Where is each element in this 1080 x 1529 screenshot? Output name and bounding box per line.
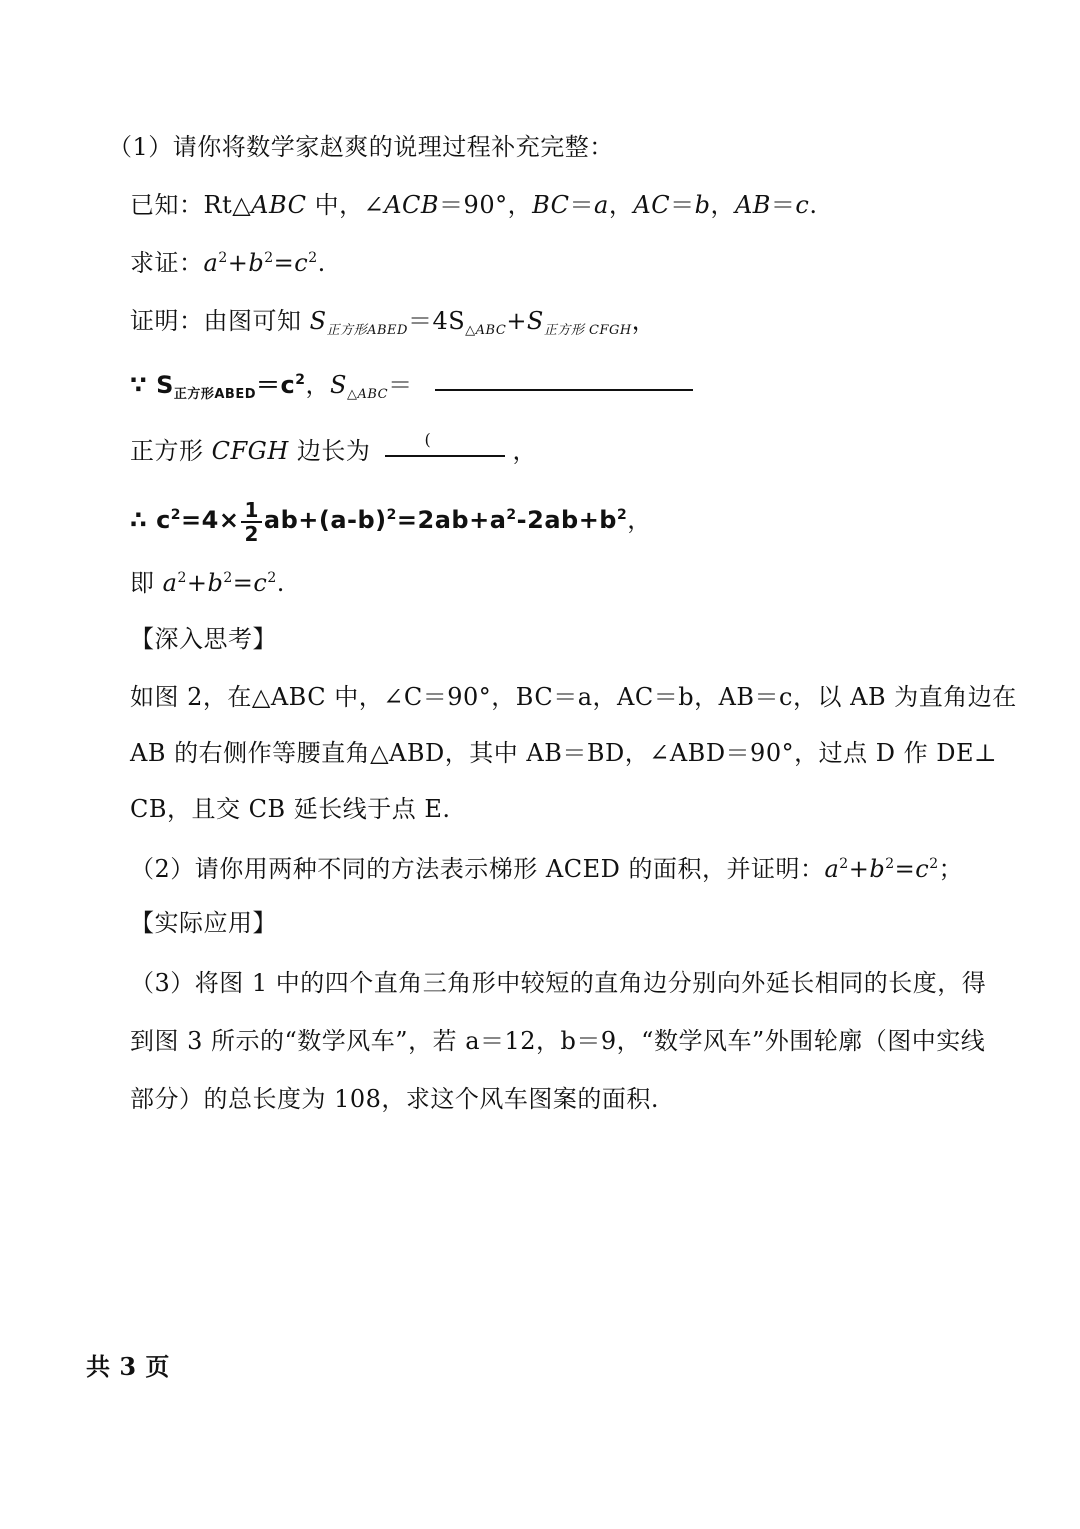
deep-thinking-line-3: CB，且交 CB 延长线于点 E. — [130, 795, 451, 823]
answer-blank-side-length[interactable] — [385, 430, 505, 457]
question-3-line-1: （3）将图 1 中的四个直角三角形中较短的直角边分别向外延长相同的长度，得 — [130, 969, 987, 997]
therefore-line: ∴ $c^2=4\times$ $\frac{1}{2}$ $ab+(a-b)^2=2ab+a^2-2ab+b^2$， — [130, 497, 652, 546]
question-3-line-2: 到图 3 所示的“数学风车”，若 a＝12，b＝9，“数学风车”外围轮廓（图中实线 — [130, 1027, 986, 1055]
conclusion-line: 即 $a^2+b^2=c^2$. — [130, 569, 285, 597]
answer-blank-triangle-area[interactable] — [435, 369, 693, 391]
pencil-mark: ( — [424, 430, 432, 449]
deep-thinking-line-1: 如图 2，在△ABC 中，∠C＝90°，BC＝a，AC＝b，AB＝c，以 AB 为直角边在 — [130, 683, 1017, 711]
question-2: （2）请你用两种不同的方法表示梯形 ACED 的面积，并证明：$a^2+b^2=c^2$； — [130, 855, 964, 883]
section-heading-deep-thinking: 【深入思考】 — [130, 625, 277, 653]
fraction-one-half: $\frac{1}{2}$ — [241, 499, 261, 545]
section-heading-practical-application: 【实际应用】 — [130, 909, 277, 937]
proof-line: 证明：由图可知 $S_{正方形ABED}=4S_{\triangle ABC}+S_{正方形 CFGH}$， — [130, 307, 657, 338]
prove-line: 求证：$a^2+b^2=c^2$. — [130, 249, 326, 277]
because-line: ∵ $S_{正方形ABED}=c^2$，$S_{\triangle ABC}=$ — [130, 368, 693, 402]
given-line: 已知：Rt△ABC 中，∠ACB＝90°，BC＝a，AC＝b，AB＝c. — [130, 191, 818, 219]
side-length-line: 正方形 CFGH 边长为 ( ， — [130, 434, 537, 468]
deep-thinking-line-2: AB 的右侧作等腰直角△ABD，其中 AB＝BD，∠ABD＝90°，过点 D 作 DE⊥ — [130, 739, 998, 767]
question-3-line-3: 部分）的总长度为 108，求这个风车图案的面积. — [130, 1085, 660, 1113]
question-1-intro: （1）请你将数学家赵爽的说理过程补充完整： — [108, 133, 614, 161]
page-footer-total-pages: 共 3 页 — [86, 1352, 170, 1381]
